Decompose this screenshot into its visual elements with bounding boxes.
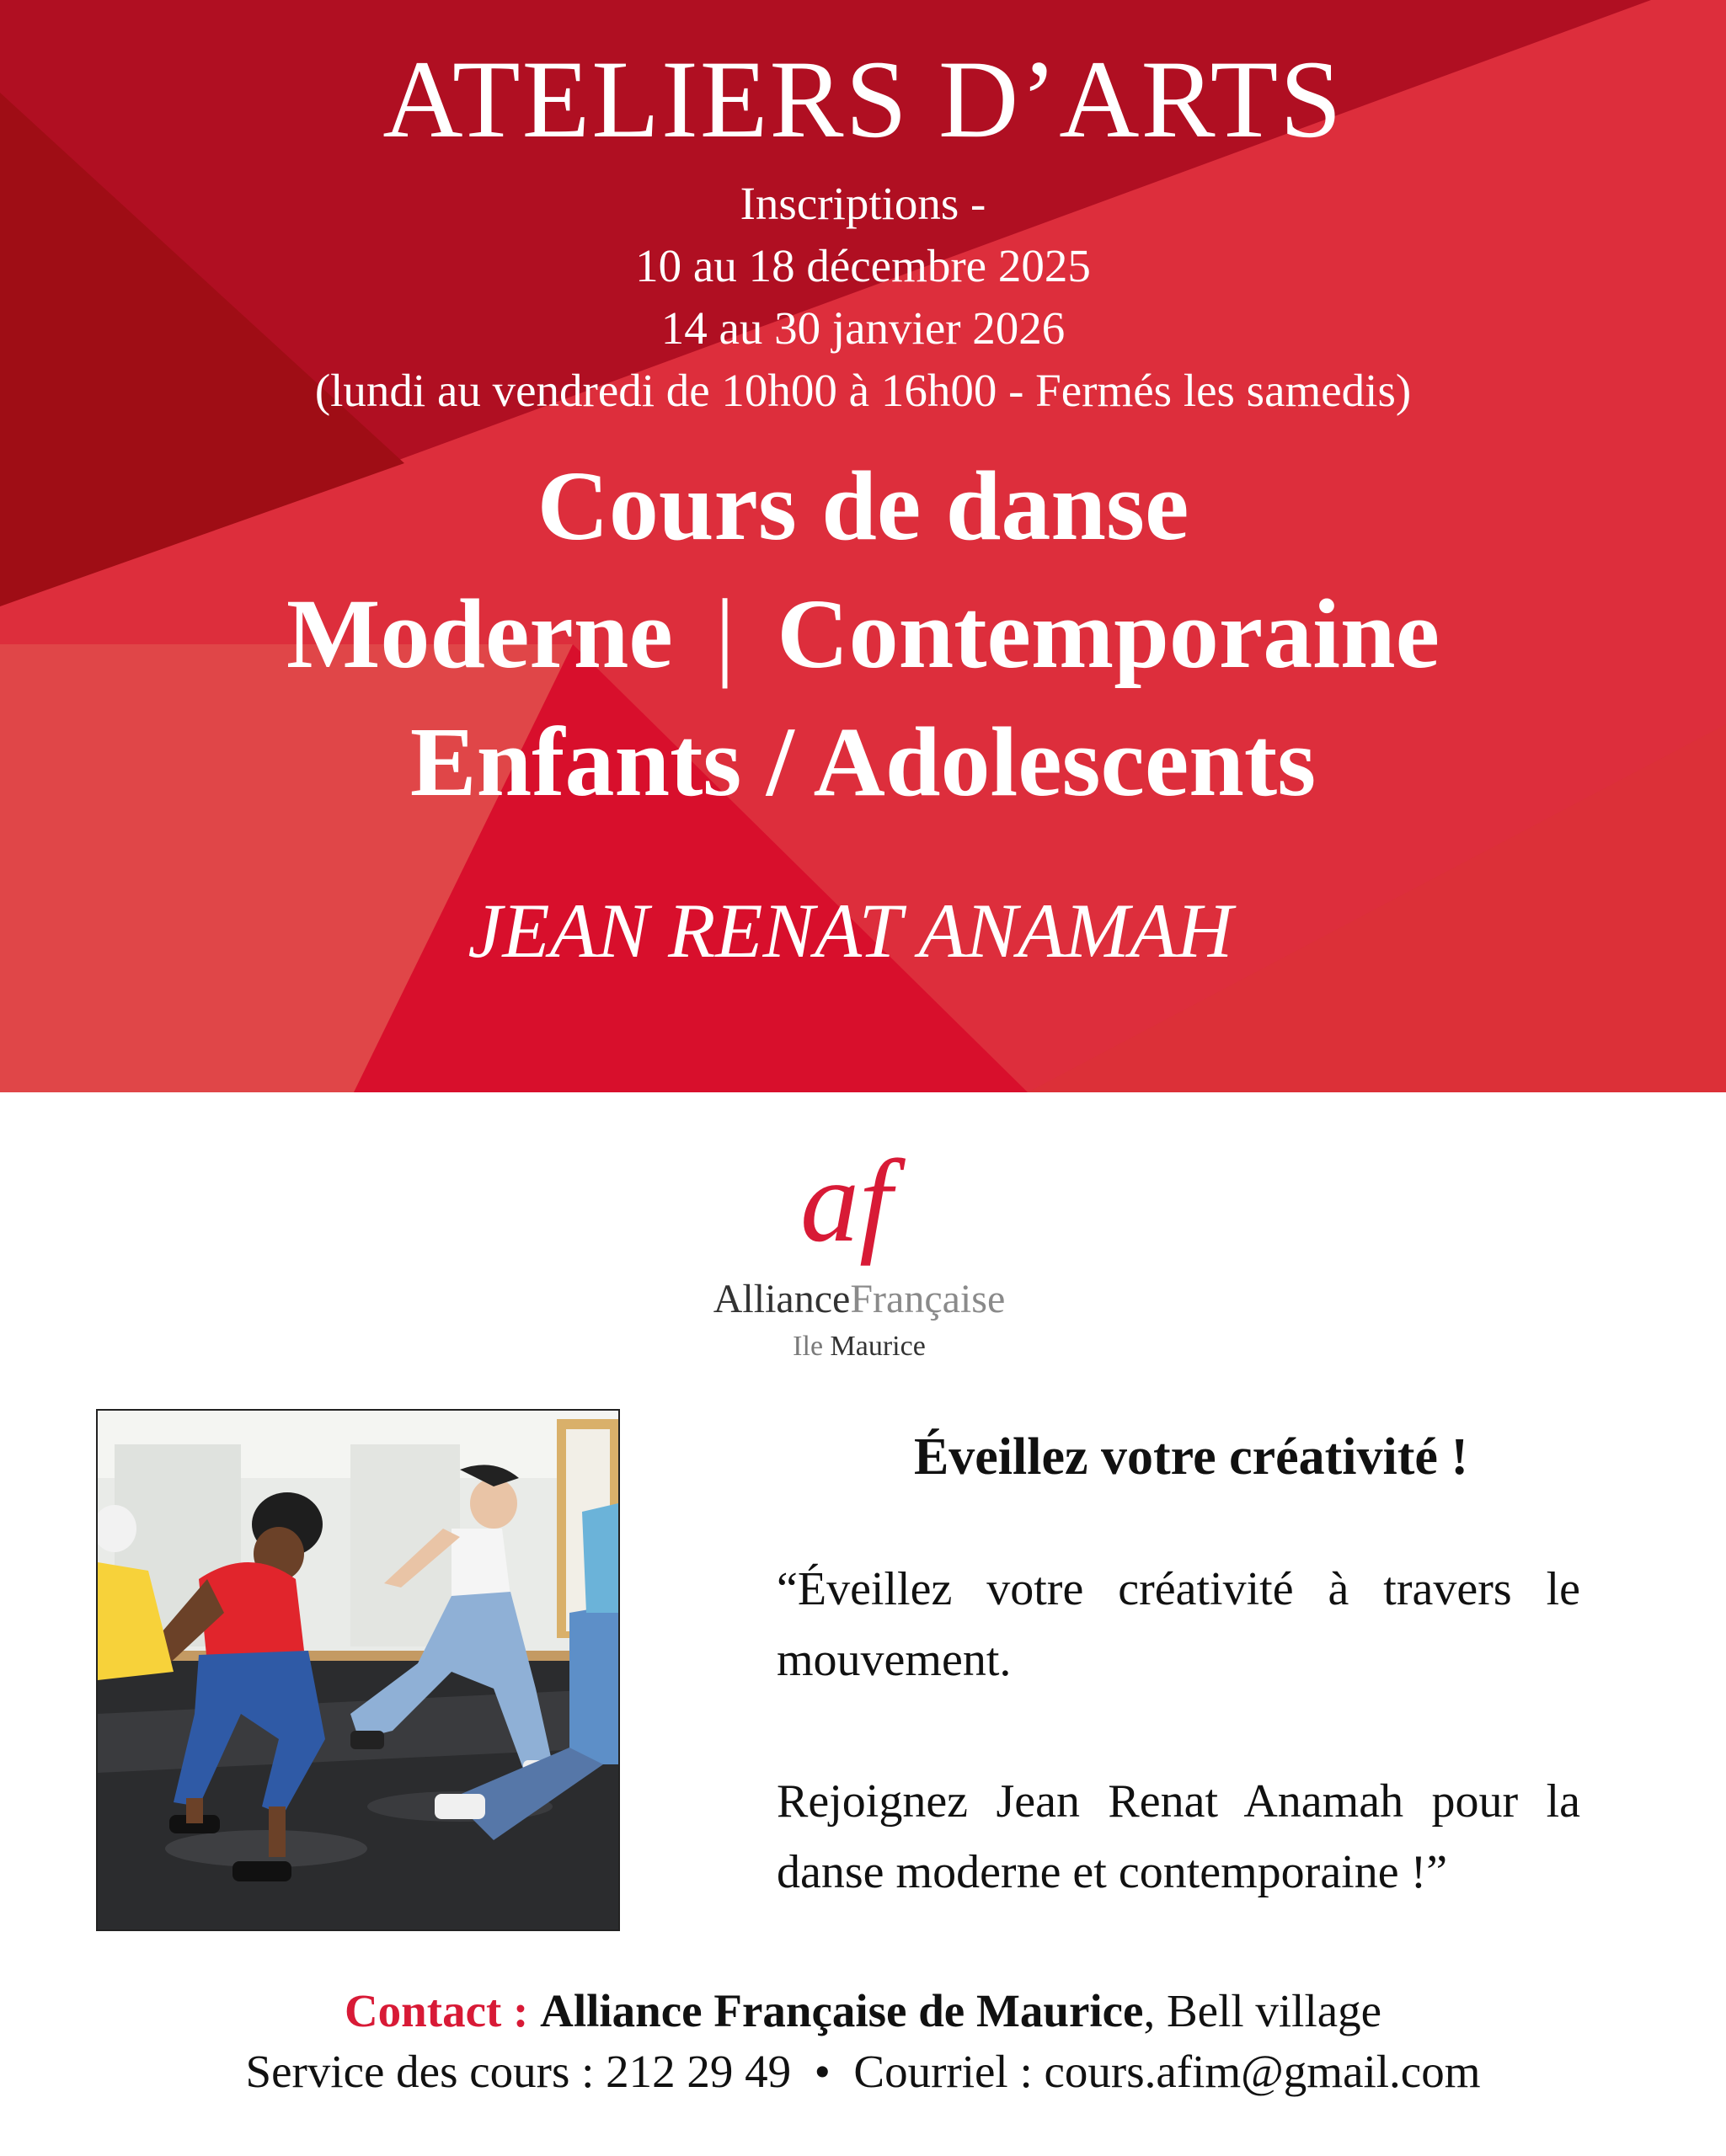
course-heading xyxy=(0,442,1726,826)
photo-illustration xyxy=(98,1411,618,1929)
logo-mark-text: af xyxy=(800,1141,892,1267)
contact-info xyxy=(0,1981,1726,2102)
af-logo-mark xyxy=(800,1141,918,1267)
logo-word-maurice: Maurice xyxy=(830,1331,926,1362)
page-title: ATELIERS D’ARTS xyxy=(382,37,1344,161)
logo-word-francaise: Française xyxy=(850,1277,1006,1321)
logo-word-ile: Ile xyxy=(793,1331,824,1362)
course-styles xyxy=(0,570,1726,698)
style-modern: Moderne xyxy=(286,579,673,689)
logo-wordmark xyxy=(691,1276,1028,1322)
logo-word-alliance: Alliance xyxy=(713,1277,851,1321)
dance-class-photo xyxy=(96,1409,620,1931)
promo-paragraph-1: “Éveillez votre créativité à travers le mouvement. xyxy=(777,1563,1580,1686)
contact-organization: Alliance Française de Maurice xyxy=(540,1985,1144,2036)
style-separator: | xyxy=(714,579,735,689)
contact-label: Contact : xyxy=(344,1985,529,2036)
promo-tagline: Éveillez votre créativité ! xyxy=(913,1428,1469,1486)
teacher-name: JEAN RENAT ANAMAH xyxy=(468,888,1233,974)
promo-paragraph-2: Rejoignez Jean Renat Anamah pour la danse moderne et contemporaine !” xyxy=(777,1775,1580,1898)
contact-location: , Bell village xyxy=(1143,1985,1382,2036)
promo-section xyxy=(777,1423,1580,1908)
style-contemporary: Contemporaine xyxy=(777,579,1440,689)
registration-info xyxy=(0,173,1726,422)
registration-period-1: 10 au 18 décembre 2025 xyxy=(635,240,1091,291)
registration-label: Inscriptions - xyxy=(740,178,986,229)
registration-hours: (lundi au vendredi de 10h00 à 16h00 - Fermés les samedis) xyxy=(314,365,1412,416)
alliance-francaise-logo xyxy=(691,1141,1028,1377)
contact-service-line: Service des cours : 212 29 49 • Courriel : cours.afim@gmail.com xyxy=(245,2046,1481,2097)
logo-location xyxy=(691,1331,1028,1363)
course-audience: Enfants / Adolescents xyxy=(409,707,1317,817)
course-title: Cours de danse xyxy=(537,451,1189,561)
contact-line xyxy=(0,1981,1726,2041)
registration-period-2: 14 au 30 janvier 2026 xyxy=(660,302,1066,354)
